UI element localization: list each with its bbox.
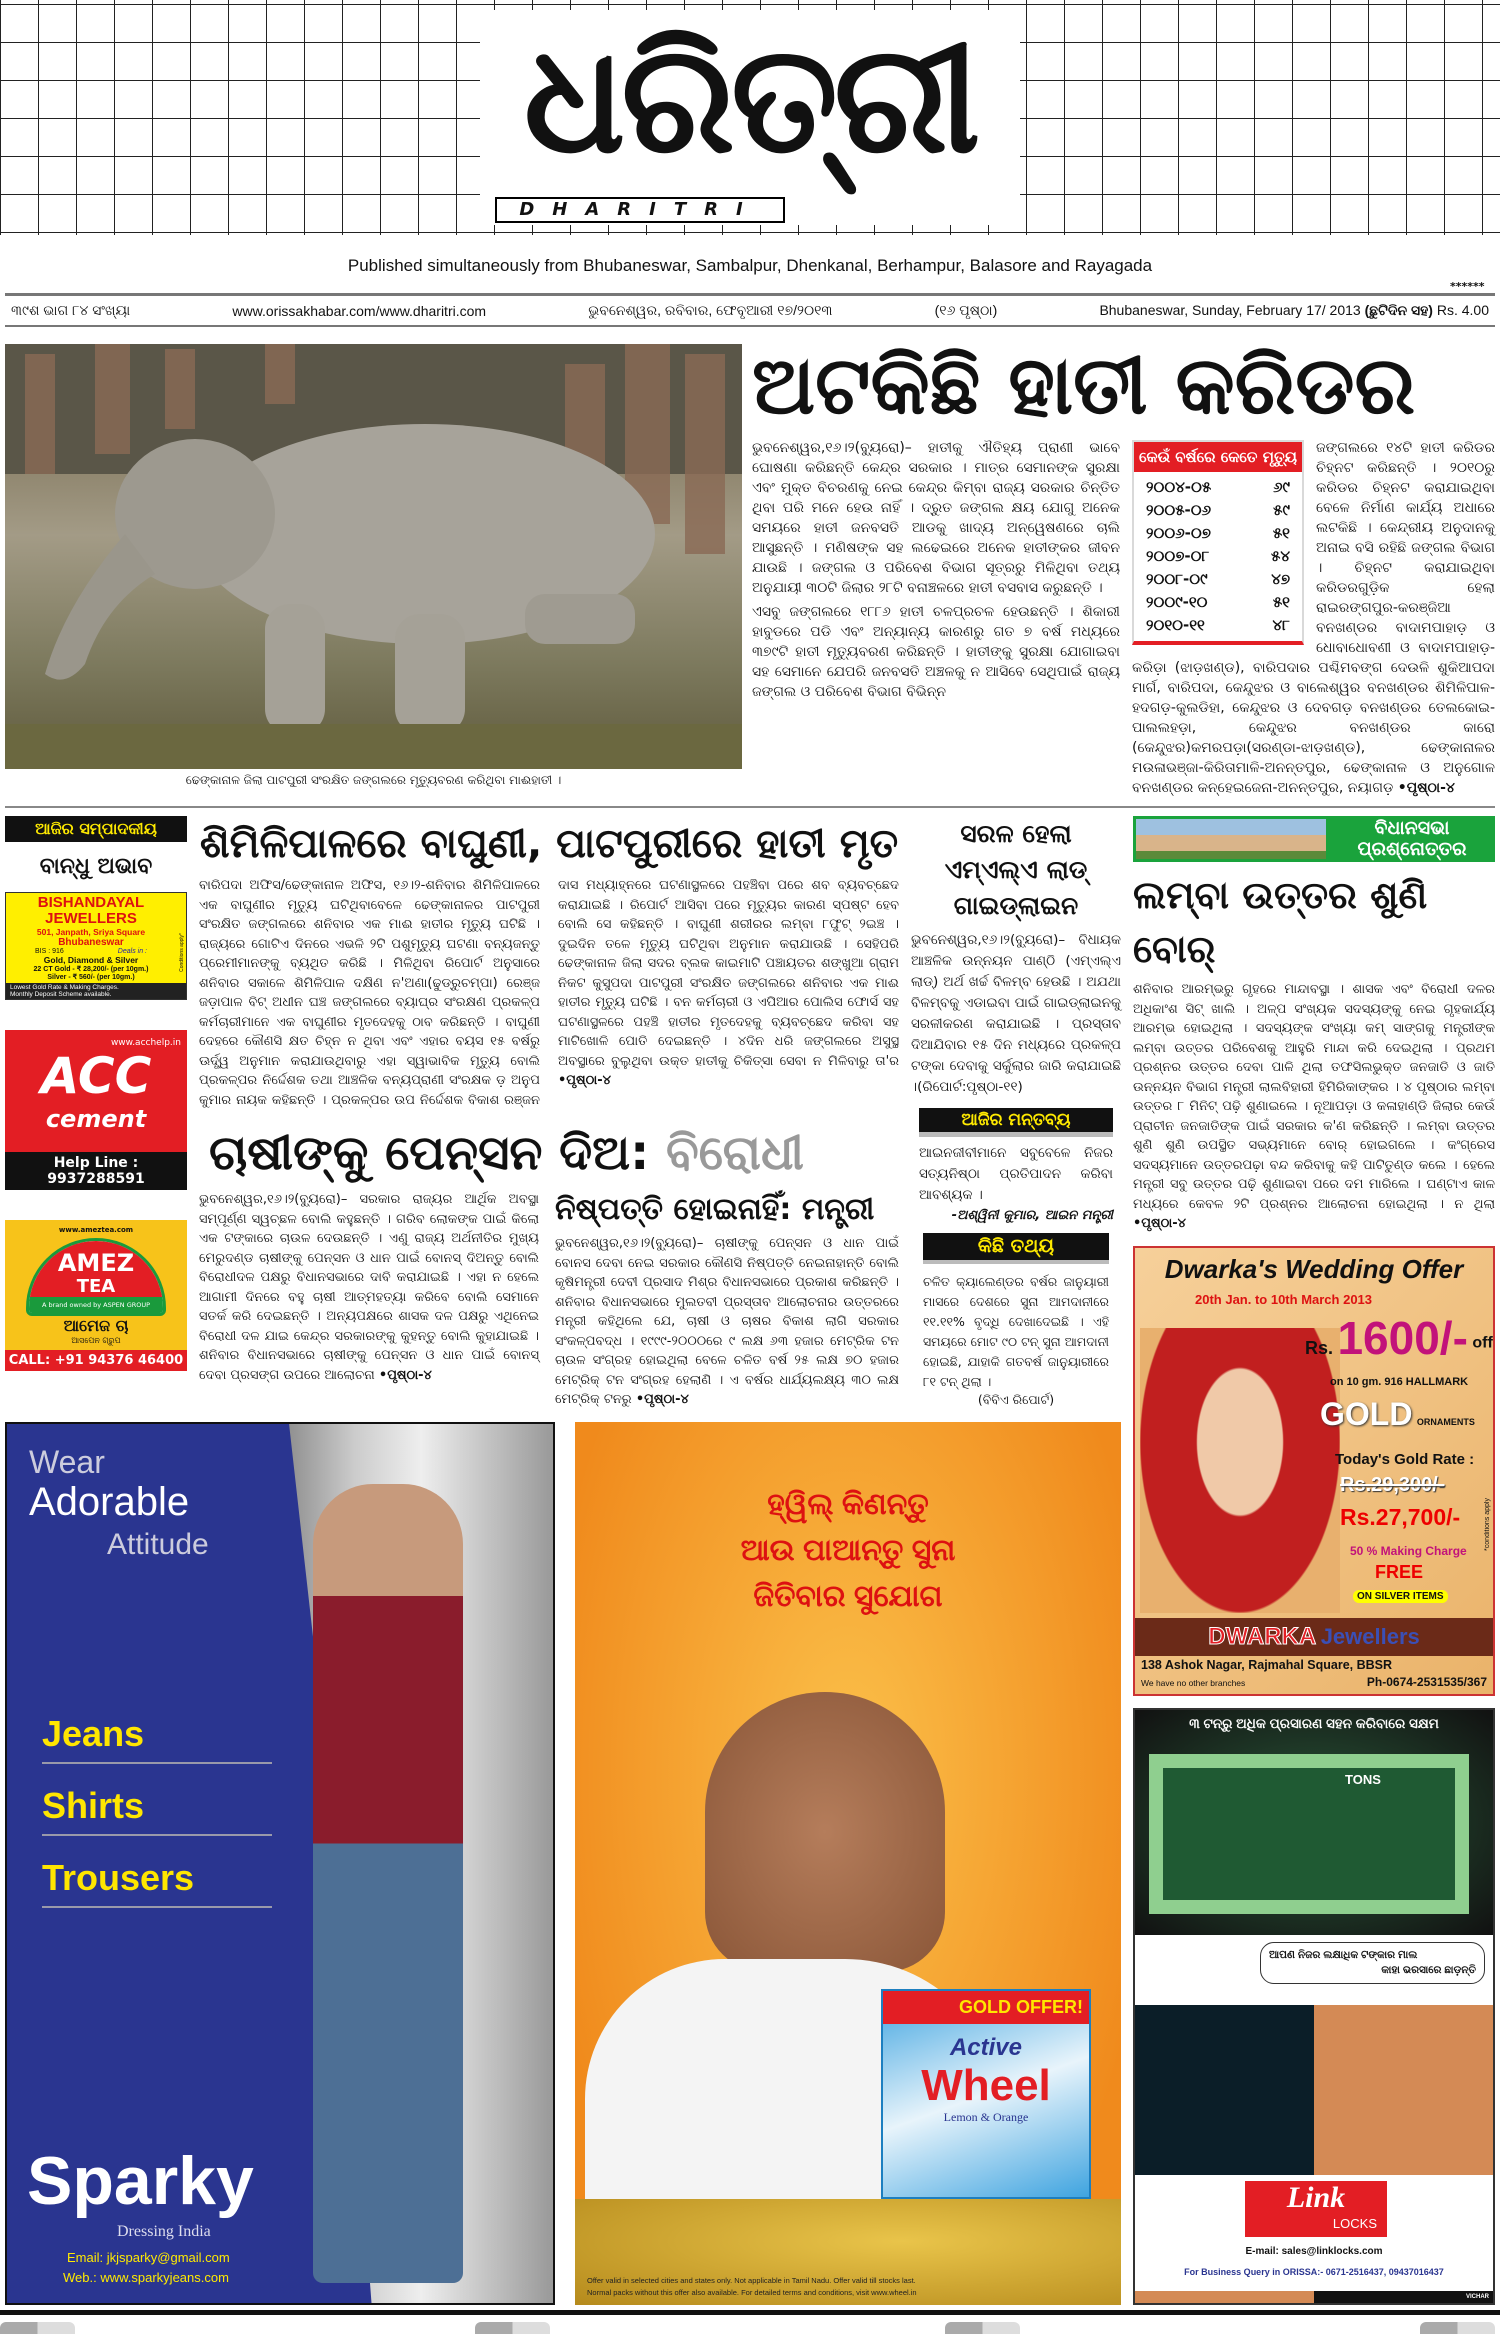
page-count: (୧୬ ପୃଷ୍ଠା) bbox=[934, 302, 998, 318]
dwarka-conditions: *conditions apply bbox=[1484, 1497, 1491, 1551]
photo-caption: ଢେଙ୍କାନାଳ ଜିଲା ପାଟପୁରୀ ସଂରକ୍ଷିତ ଜଙ୍ଗଲରେ ମୃତ୍ୟୁବରଣ କରିଥିବା ମାଈହାତୀ । bbox=[185, 773, 562, 787]
editorial-label: ଆଜିର ସମ୍ପାଦକୀୟ bbox=[5, 816, 187, 842]
bullet-1: Lowest Gold Rate & Making Charges. bbox=[10, 984, 119, 991]
story3-col2-text: ଭୁବନେଶ୍ୱର,୧୬।୨(ବ୍ୟୁରୋ)– ଚାଷୀଙ୍କୁ ପେନ୍‌ସନ ଓ ଧାନ ପାଇଁ ବୋନସ ଦେବା ନେଇ ସରକାର କୌଣସି ନିଷ୍ପତ୍ତି ନେଇନାହାନ୍ତି ବୋଲି କୃଷିମନ୍ତ୍ରୀ ଦେବୀ ପ୍ରସାଦ ମିଶ୍ର ବିଧାନସଭାରେ ପ୍ରକାଶ କରିଛନ୍ତି । ଶନିବାର ବିଧାନସଭାରେ ମୁଲତବୀ ପ୍ରସ୍ତାବ ଆଲୋଚନାର ଉତ୍ତରରେ ମନ୍ତ୍ରୀ କହିଥିଲେ ଯେ, ଚାଷୀ ଓ ଚାଷର ବିକାଶ ଲାଗି ସରକାର ସଂକଳ୍ପବଦ୍ଧ । ୧୯୯୯-୨୦୦୦ରେ ୯ ଲକ୍ଷ ୬୩ ହଜାର ମେଟ୍ରିକ ଟନ ଚାଉଳ ସଂଗ୍ରହ ହୋଇଥିଲା ବେଳେ ଚଳିତ ବର୍ଷ ୨୫ ଲକ୍ଷ ୭୦ ହଜାର ମେଟ୍ରିକ୍ ଟନ ସଂଗ୍ରହ ହେଲାଣି । ଏ ବର୍ଷର ଧାର୍ଯ୍ୟଲକ୍ଷ୍ୟ ୩୦ ଲକ୍ଷ ମେଟ୍ରିକ୍ ଟନରୁ bbox=[555, 1236, 899, 1407]
lead-col3b-text: ତେଲକୋଇ-ପାଲଲହଡ଼ା, କେନ୍ଦୁଝର ବନଖଣ୍ଡର କାରୋ (କେନ୍ଦୁଝର)କମରପଡ଼ା(ସରଣ୍ଡା-ଝାଡ଼ଖଣ୍ଡ), ଢେଙ୍କାନାଳର ମଉଳାଭଞ୍ଜା-କିରିତାମାଳି-ଅନନ୍ତପୁର, ଢେଙ୍କାନାଳ ଓ ଅନୁଗୋଳ ବନଖଣ୍ଡର କନ୍ହେଇଜେନା-ଅନନ୍ତପୁର, ନୟାଗଡ଼ bbox=[1132, 700, 1495, 796]
acc-product: cement bbox=[45, 1105, 147, 1133]
bottom-rule bbox=[0, 2310, 1500, 2315]
dwarka-making: 50 % Making Charge bbox=[1350, 1543, 1467, 1558]
newspaper-logo: ଧରିତ୍ରୀ bbox=[523, 13, 977, 187]
lead-headline[interactable]: ଅଟକିଛି ହାତୀ କରିଡର bbox=[752, 339, 1416, 432]
speech-line1: ଆପଣ ନିଜର ଲକ୍ଷାଧିକ ଟଙ୍କାର ମାଲ bbox=[1269, 1948, 1418, 1961]
story2-col1: ବାରିପଦା ଅଫିସ/ଢେଙ୍କାନାଳ ଅଫିସ, ୧୬।୨-ଶନିବାର ଶିମିଳିପାଳରେ ଏକ ବାଘୁଣୀର ମୃତ୍ୟୁ ଘଟିଥିବାବେଳେ ଢେଙ୍କାନାଳର ପାଟପୁରୀ ସଂରକ୍ଷିତ ଜଙ୍ଗଲରେ ଶନିବାର ଏକ ମାଈ ହାତୀର ମୃତ୍ୟୁ ଘଟିଛି । ରାଜ୍ୟରେ ଗୋଟିଏ ଦିନରେ ଏଭଳି ୨ଟି ପଶୁମୃତ୍ୟୁ ଘଟଣା ବନ୍ୟଜନ୍ତୁ ପ୍ରେମୀମାନଙ୍କୁ ବ୍ୟଥିତ କରିଛି । ମିଳିଥିବା ରିପୋର୍ଟ ଅନୁସାରେ ଶନିବାର ସକାଳେ ଶିମିଳିପାଳ ଦକ୍ଷିଣ ନ'ଅଣା(ଢୁଡ୍ରୁଚମ୍ପା) ରେଞ୍ଜ ଜଡ଼ାପାଳ ବିଟ୍ ଅଧୀନ ଘଞ୍ଚ ଜଙ୍ଗଲରେ ବ୍ୟାଘ୍ର ସଂରକ୍ଷଣ ପ୍ରକଳ୍ପ କର୍ମଚାରୀମାନେ ଏକ ବାଘୁଣୀର ମୃତଦେହକୁ ଠାବ କରିଛନ୍ତି । ବାଘୁଣୀ ଦେହରେ କୌଣସି କ୍ଷତ ଚିହ୍ନ ନ ଥିବା ଏବଂ ଏହାର ବୟସ ୧୫ ବର୍ଷରୁ ଊର୍ଦ୍ଧ୍ୱ ଅନୁମାନ କରାଯାଉଥିବାରୁ ଏହା ସ୍ୱାଭାବିକ ମୃତ୍ୟୁ ବୋଲି ପ୍ରକଳ୍ପର ନିର୍ଦ୍ଦେଶକ ତଥା ଆଞ୍ଚଳିକ ବନ୍ୟପ୍ରାଣୀ ସଂରକ୍ଷକ ଡ଼ ଅନୁପ କୁମାର ନାୟକ bbox=[199, 878, 540, 1108]
model-photo bbox=[313, 1484, 463, 2284]
gold-rate: 22 CT Gold - ₹ 28,200/- (per 10gm.) bbox=[33, 966, 149, 973]
link-locks: LOCKS bbox=[1332, 2216, 1377, 2231]
page-tab-marker bbox=[0, 2322, 75, 2334]
padlock-image bbox=[1135, 2005, 1314, 2176]
page-tab-marker bbox=[945, 2322, 1020, 2334]
assembly-page-ref[interactable]: •ପୃଷ୍ଠା-୪ bbox=[1133, 1216, 1186, 1231]
deaths-table-row bbox=[1134, 568, 1302, 591]
lead-section bbox=[5, 338, 1495, 798]
lead-page-ref[interactable]: •ପୃଷ୍ଠା-୪ bbox=[1397, 780, 1455, 796]
sparky-web[interactable]: Web.: www.sparkyjeans.com bbox=[63, 2270, 229, 2285]
sparky-product-item: Jeans bbox=[42, 1714, 272, 1764]
assembly-body bbox=[1133, 980, 1495, 1234]
bishandayal-address: 501, Janpath, Sriya Square bbox=[36, 927, 146, 937]
deaths-table-row bbox=[1134, 545, 1302, 568]
wheel-headline-line: ଜିତିବାର ସୁଯୋଗ bbox=[753, 1579, 943, 1613]
lead-col1: ଭୁବନେଶ୍ୱର,୧୬।୨(ବ୍ୟୁରୋ)– ହାତୀକୁ ଐତିହ୍ୟ ପ୍ରାଣୀ ଭାବେ ଘୋଷଣା କରିଛନ୍ତି କେନ୍ଦ୍ର ସରକାର । ମାତ୍ର ସେମାନଙ୍କ ସୁରକ୍ଷା ଏବଂ ମୁକ୍ତ ବିଚରଣକୁ ନେଇ କେନ୍ଦ୍ର କିମ୍ବା ରାଜ୍ୟ ସରକାର ଚିନ୍ତିତ ଥିବା ପରି ମନେ ହେଉ ନାହିଁ । ଦ୍ରୁତ ଜଙ୍ଗଲ କ୍ଷୟ ଯୋଗୁ ଅନେକ ସମୟରେ ହାତୀ ଜନବସତି ଆଡକୁ ଖାଦ୍ୟ ଅନ୍ୱେଷଣରେ ଚାଲି ଆସୁଛନ୍ତି । ମଣିଷଙ୍କ ସହ ଲଢେଇରେ ଅନେକ ହାତୀଙ୍କର ଜୀବନ ଯାଉଛି । ଜଙ୍ଗଲ ଓ ପରିବେଶ ବିଭାଗ ସୂତ୍ରରୁ ମିଳିଥିବା ତଥ୍ୟ ଅନୁଯାୟୀ ୩୦ଟି ଜିଲାର ୨୮ଟି ବନାଞ୍ଚଳରେ ହାତୀ ବସବାସ କରୁଛନ୍ତି । bbox=[752, 440, 1120, 596]
lead-col3: ଜଙ୍ଗଲରେ ୧୪ଟି ହାତୀ କରିଡର ଚିହ୍ନଟ କରିଛନ୍ତି । ୨୦୧୦ରୁ କରିଡର ଚିହ୍ନଟ କରାଯାଇଥିବା ବେଳେ ନିର୍ମାଣ କାର୍ଯ୍ୟ ଅଧାରେ ଲଟକିଛି । କେନ୍ଦ୍ରୀୟ ଅନୁଦାନକୁ ଅନାଇ ବସି ରହିଛି ଜଙ୍ଗଲ ବିଭାଗ । ଚିହ୍ନଟ କରାଯାଇଥିବା କରିଡରଗୁଡ଼ିକ ହେଲା ରାଇରଙ୍ଗପୁର-କରଞ୍ଜିଆ ବନଖଣ୍ଡର ବାଦାମପାହାଡ଼ ଓ ଧୋବାଧୋବଣୀ ଓ ବାଦାମପାହାଡ଼-କରିଡ଼ା (ଝାଡ଼ଖଣ୍ଡ), ବାରିପଦାର ପଶ୍ଚିମବଙ୍ଗ ଦେଉଳି ଶୁକିଆପଦା ମାର୍ଗ, ବାରିପଦା, କେନ୍ଦୁଝର ଓ ବାଲେଶ୍ୱର ବନଖଣ୍ଡର ଶିମିଳିପାଳ- ହଦଗଡ଼-କୁଲଡିହା, କେନ୍ଦୁଝର ଓ ଦେବଗଡ଼ ବନଖଣ୍ଡର bbox=[1132, 440, 1495, 716]
speech-bubble bbox=[1260, 1942, 1485, 1984]
wheel-variant: Lemon & Orange bbox=[943, 2110, 1029, 2124]
website-link[interactable]: www.orissakhabar.com/www.dharitri.com bbox=[232, 302, 487, 319]
sparky-product-item: Shirts bbox=[42, 1786, 272, 1836]
volume-number: ୩୯ଶ ଭାଗ ୮୪ ସଂଖ୍ୟା bbox=[11, 302, 131, 318]
info-bar bbox=[5, 293, 1495, 327]
story2-body bbox=[199, 876, 899, 1110]
deaths-count: ୪୮ bbox=[1272, 616, 1290, 634]
link-email[interactable]: E-mail: sales@linklocks.com bbox=[1245, 2246, 1383, 2257]
dwarka-rs: Rs. bbox=[1305, 1337, 1334, 1358]
wheel-fine-1: Offer valid in selected cities and states only. Not applicable in Tamil Nadu. Offer valid till stocks last. bbox=[587, 2276, 916, 2285]
bishandayal-ad[interactable] bbox=[5, 892, 187, 1000]
bis-mark: BIS : 916 bbox=[35, 948, 64, 955]
assembly-body-text: ଶନିବାର ଆରମ୍ଭରୁ ଗୃହରେ ମାନ୍ଦାବସ୍ଥା । ଶାସକ ଏବଂ ବିରୋଧୀ ଦଳର ଅଧିକାଂଶ ସିଟ୍ ଖାଲି । ଅଳ୍ପ ସଂଖ୍ୟକ ସଦସ୍ୟଙ୍କୁ ନେଇ ଗୃହକାର୍ଯ୍ୟ ଆରମ୍ଭ ହୋଇଥିଲା । ସଦସ୍ୟଙ୍କ ସଂଖ୍ୟା କମ୍ ସାଙ୍ଗକୁ ମନ୍ତ୍ରୀଙ୍କ ଲମ୍ବା ଉତ୍ତର ପରିବେଶକୁ ଆହୁରି ମାନ୍ଦା କରି ଦେଇଥିଲା । ପ୍ରଥମ ପ୍ରଶ୍ନର ଉତ୍ତର ଦେବା ପାଳି ଥିଲା ତଫସିଲଭୁକ୍ତ ଜନଜାତି ଓ ଜାତି ଉନ୍ନୟନ ବିଭାଗ ମନ୍ତ୍ରୀ ଲାଲବିହାରୀ ହିମିରିକାଙ୍କର । ୪ ପୃଷ୍ଠାର ଲମ୍ବା ଉତ୍ତର ୮ ମିନିଟ୍ ପଢ଼ି ଶୁଣାଇଲେ । ନୂଆପଡ଼ା ଓ କଳାହାଣ୍ଡି ଜିଲାର କେଉଁ ପ୍ରାଚୀନ ଜନଜାତିଙ୍କ ପାଇଁ ସରକାର କ'ଣ କରିଛନ୍ତି । ଲମ୍ବା ଉତ୍ତର ଶୁଣି ଶୁଣି ଉପସ୍ଥିତ ସଭ୍ୟମାନେ ବୋର୍ ହୋଇଗଲେ । କଂଗ୍ରେସ ସଦସ୍ୟମାନେ ଉତ୍ତରପଢ଼ା ବନ୍ଦ କରିବାକୁ କହି ପାଟିତୁଣ୍ଡ କଲେ । ହେଲେ ମନ୍ତ୍ରୀ ସବୁ ଉତ୍ତର ପଢ଼ି ଶୁଣାଇବା ପରେ ଦମ ମାରିଲେ । ଘଣ୍ଟାଏ କାଳ ମଧ୍ୟରେ କେବଳ ୨ଟି ପ୍ରଶ୍ନର ଆଲୋଚନା ହୋଇଥିଲା । ନ ଥିଲା bbox=[1133, 982, 1495, 1212]
acc-helpline: Help Line : 9937288591 bbox=[5, 1152, 187, 1190]
dwarka-free: FREE bbox=[1375, 1561, 1424, 1582]
deaths-year: ୨୦୦୯-୧୦ bbox=[1146, 593, 1208, 611]
dwarka-brand: DWARKA bbox=[1208, 1622, 1317, 1650]
wheel-brand2: Wheel bbox=[921, 2061, 1051, 2110]
acc-cement-ad[interactable] bbox=[5, 1030, 187, 1190]
supplement-note: (ଛୁଟିଦିନ ସହ) bbox=[1364, 302, 1433, 318]
amez-tea-ad[interactable] bbox=[5, 1220, 187, 1371]
conditions: Conditions apply* bbox=[179, 933, 185, 972]
dwarka-hallmark: on 10 gm. 916 HALLMARK bbox=[1330, 1375, 1469, 1388]
dwarka-dates: 20th Jan. to 10th March 2013 bbox=[1195, 1291, 1373, 1307]
speech-line2: କାହା ଭରସାରେ ଛାଡ଼ନ୍ତି bbox=[1381, 1963, 1476, 1976]
strength-test-image bbox=[1135, 1710, 1493, 1935]
link-query: For Business Query in ORISSA:- 0671-2516437, 09437016437 bbox=[1184, 2267, 1444, 2277]
deaths-year: ୨୦୦୭-୦୮ bbox=[1146, 547, 1210, 565]
sparky-email[interactable]: Email: jkjsparky@gmail.com bbox=[67, 2250, 230, 2265]
dwarka-gold: GOLD bbox=[1320, 1395, 1413, 1432]
dwarka-rate-label: Today's Gold Rate : bbox=[1335, 1450, 1475, 1468]
wheel-headline-line: ଆଉ ପାଆନ୍ତୁ ସୁନା bbox=[740, 1533, 956, 1567]
bishandayal-name1: BISHANDAYAL bbox=[37, 894, 145, 911]
deaths-table-row bbox=[1134, 522, 1302, 545]
sparky-product-item: Trousers bbox=[42, 1858, 272, 1908]
date-english: Bhubaneswar, Sunday, February 17/ 2013 bbox=[1099, 302, 1361, 318]
story3-col1-text: ଭୁବନେଶ୍ୱର,୧୬।୨(ବ୍ୟୁରୋ)– ସରକାର ରାଜ୍ୟର ଆର୍ଥିକ ଅବସ୍ଥା ସମ୍ପୂର୍ଣ୍ଣ ସ୍ୱଚ୍ଛଳ ବୋଲି କହୁଛନ୍ତି । ଗରିବ ଲୋକଙ୍କ ପାଇଁ କିଲୋ ଏକ ଟଙ୍କାରେ ଚାଉଳ ଦେଉଛନ୍ତି । ଏଣୁ ରାଜ୍ୟ ଅର୍ଥନୀତିର ମୁଖ୍ୟ ମେରୁଦଣ୍ଡ ଚାଷୀଙ୍କୁ ପେନ୍‌ସନ ଓ ଧାନ ପାଇଁ ବୋନସ୍ ଦିଅନ୍ତୁ ବୋଲି ବିରୋଧୀଦଳ ପକ୍ଷରୁ ବିଧାନସଭାରେ ଦାବି କରାଯାଇଛି । ଏହା ନ ହେଲେ ଆଗାମୀ ଦିନରେ ବହୁ ଚାଷୀ ଆତ୍ମହତ୍ୟା କରିବେ ବୋଲି ସେମାନେ ସତର୍କ କରି ଦେଇଛନ୍ତି । ଅନ୍ୟପକ୍ଷରେ ଶାସକ ଦଳ ପକ୍ଷରୁ ଏଥିନେଇ ବିରୋଧୀ ଦଳ ଯାଇ କେନ୍ଦ୍ର ସରକାରଙ୍କୁ କୁହନ୍ତୁ ବୋଲି କୁହାଯାଇଛି । ଶନିବାର ବିଧାନସଭାରେ ଚାଷୀଙ୍କୁ ପେନ୍‌ସନ ଓ ଧାନ ପାଇଁ ବୋନସ୍ ଦେବା ପ୍ରସଙ୍ଗ ଉପରେ ଆଲୋଚନା bbox=[199, 1192, 539, 1383]
story3-col1 bbox=[199, 1190, 539, 1410]
story3-page-ref-1[interactable]: •ପୃଷ୍ଠା-୪ bbox=[378, 1367, 432, 1383]
divider bbox=[5, 806, 1495, 808]
story3-headline-accent: ବିରୋଧୀ bbox=[666, 1125, 804, 1181]
comment-label: ଆଜିର ମନ୍ତବ୍ୟ bbox=[919, 1108, 1113, 1137]
celebrity-photo bbox=[705, 1692, 945, 1972]
wheel-pack bbox=[881, 1989, 1091, 2199]
assembly-building-image bbox=[1136, 819, 1326, 859]
facts-label: କିଛି ତଥ୍ୟ bbox=[923, 1233, 1109, 1264]
facts-body: ଚଳିତ କ୍ୟାଲେଣ୍ଡର ବର୍ଷର ଜାନୁୟାରୀ ମାସରେ ଦେଶରେ ସୁନା ଆମଦାନୀରେ ୧୧.୧୧% ବୃଦ୍ଧି ଦେଖାଦେଇଛି । ଏହି ସମୟରେ ମୋଟ ୯୦ ଟନ୍ ସୁନା ଆମଦାନୀ ହୋଇଛି, ଯାହାକି ଗତବର୍ଷ ଜାନୁୟାରୀରେ ୮୧ ଟନ୍ ଥିଲା । bbox=[923, 1274, 1109, 1389]
deaths-count: ୬୯ bbox=[1273, 478, 1290, 496]
sparky-logo: Sparky bbox=[27, 2143, 254, 2219]
wheel-gold-offer: GOLD OFFER! bbox=[883, 1991, 1089, 2024]
page-tab-marker bbox=[475, 2322, 550, 2334]
lead-col1b: ଏସବୁ ଜଙ୍ଗଲରେ ୧୮୮୬ ହାତୀ ଚଳପ୍ରଚଳ ହେଉଛନ୍ତି । ଶିକାରୀ ହାବୁଡରେ ପଡି ଏବଂ ଅନ୍ୟାନ୍ୟ କାରଣରୁ ଗତ ୭ ବର୍ଷ ମଧ୍ୟରେ ୩୭୯ଟି ହାତୀ ମୃତ୍ୟୁବରଣ କରିଛନ୍ତି । ହାତୀଙ୍କୁ ସୁରକ୍ଷା ଯୋଗାଇବା ସହ ସେମାନେ ଯେପରି ଜନବସତି ଅଞ୍ଚଳକୁ ନ ଆସିବେ ସେଥିପାଇଁ ରାଜ୍ୟ ଜଙ୍ଗଲ ଓ ପରିବେଶ ବିଭାଗ ବିଭିନ୍ନ bbox=[752, 604, 1120, 700]
sparky-line2: Adorable bbox=[29, 1479, 190, 1524]
date-odia: ଭୁବନେଶ୍ୱର, ରବିବାର, ଫେବୃଆରୀ ୧୭/୨୦୧୩ bbox=[588, 302, 833, 318]
story2-headline[interactable]: ଶିମିଳିପାଳରେ ବାଘୁଣୀ, ପାଟପୁରୀରେ ହାତୀ ମୃତ bbox=[199, 821, 899, 867]
amez-product: TEA bbox=[29, 1277, 163, 1297]
elephant-photo bbox=[5, 344, 742, 769]
story3-page-ref-2[interactable]: •ପୃଷ୍ଠା-୪ bbox=[635, 1392, 689, 1407]
deaths-year: ୨୦୦୬-୦୭ bbox=[1146, 524, 1211, 542]
deaths-table-row bbox=[1134, 476, 1302, 499]
deaths-count: ୫୯ bbox=[1273, 501, 1290, 519]
wheel-headline-line: ହ୍ୱିଲ୍ କିଣନ୍ତୁ bbox=[767, 1487, 929, 1521]
link-brand: Link bbox=[1286, 2181, 1346, 2214]
deaths-year: ୨୦୦୫-୦୬ bbox=[1146, 501, 1212, 519]
deaths-table bbox=[1132, 440, 1304, 645]
story3-subheadline[interactable]: ନିଷ୍ପତ୍ତି ହୋଇନାହିଁ: ମନ୍ତ୍ରୀ bbox=[555, 1192, 875, 1227]
amez-odia-sub: ଆସପେନ ଗ୍ରୁପ bbox=[71, 1336, 121, 1345]
story3-col2 bbox=[555, 1234, 899, 1410]
page-body bbox=[5, 338, 1495, 2305]
deaths-year: ୨୦୧୦-୧୧ bbox=[1146, 616, 1205, 634]
assembly-headline[interactable]: ଲମ୍ବା ଉତ୍ତର ଶୁଣି ବୋର୍ bbox=[1133, 873, 1428, 971]
dwarka-amount: 1600/- bbox=[1337, 1311, 1468, 1364]
deaths-count: ୫୧ bbox=[1272, 524, 1290, 542]
active-wheel-ad[interactable] bbox=[575, 1422, 1121, 2306]
wheel-fine-2: Normal packs without this offer also available. For detailed terms and conditions, visit www.wheel.in bbox=[587, 2288, 917, 2297]
facts-source: (ବିବିଏ ରିପୋର୍ଟ) bbox=[977, 1392, 1055, 1407]
bullet-2: Monthly Deposit Scheme available. bbox=[10, 991, 112, 998]
deaths-table-row bbox=[1134, 499, 1302, 522]
story2-page-ref[interactable]: •ପୃଷ୍ଠା-୪ bbox=[558, 1073, 611, 1088]
comment-quote: ଆଇନଜୀବୀମାନେ ସବୁବେଳେ ନିଜର ସତ୍ୟନିଷ୍ଠା ପ୍ରତିପାଦନ କରିବା ଆବଶ୍ୟକ । bbox=[919, 1145, 1113, 1203]
deaths-table-row bbox=[1134, 614, 1302, 637]
lead-col3-wrap bbox=[1132, 438, 1495, 798]
link-headline: ୩ ଟନ୍‌ରୁ ଅଧିକ ପ୍ରସାରଣ ସହନ କରିବାରେ ସକ୍ଷମ bbox=[1189, 1715, 1439, 1731]
editorial-title[interactable]: ବାନ୍ଧୁ ଅଭାବ bbox=[39, 854, 153, 879]
link-locks-ad[interactable] bbox=[1133, 1708, 1495, 2306]
deaths-year: ୨୦୦୪-୦୫ bbox=[1146, 478, 1212, 496]
ad-agency-credit: VICHAR bbox=[1465, 2294, 1489, 2300]
sparky-line3: Attitude bbox=[107, 1527, 209, 1561]
dwarka-off: off bbox=[1472, 1334, 1493, 1352]
deaths-count: ୫୪ bbox=[1271, 547, 1290, 565]
deaths-count: ୪୭ bbox=[1271, 570, 1290, 588]
story3-headline-main: ଚାଷୀଙ୍କୁ ପେନ୍‌ସନ ଦିଅ: bbox=[209, 1125, 650, 1181]
deals-label: Deals in : bbox=[117, 948, 147, 955]
wheel-brand1: Active bbox=[949, 2034, 1023, 2061]
silver-rate: Silver - ₹ 560/- (per 10gm.) bbox=[47, 974, 135, 981]
assembly-banner bbox=[1133, 816, 1495, 862]
assembly-banner-line1: ବିଧାନସଭା bbox=[1374, 817, 1450, 839]
dwarka-phone: Ph-0674-2531535/367 bbox=[1366, 1674, 1487, 1689]
amez-owner: A brand owned by ASPEN GROUP bbox=[29, 1297, 163, 1313]
story3-headline[interactable] bbox=[199, 1120, 899, 1186]
deaths-count: ୫୧ bbox=[1272, 593, 1290, 611]
comment-author: -ଅଶ୍ୱିନୀ କୁମାର, ଆଇନ ମନ୍ତ୍ରୀ bbox=[951, 1208, 1113, 1223]
brand-ambassador-photo bbox=[1314, 2005, 1493, 2176]
price: Rs. 4.00 bbox=[1436, 302, 1489, 318]
assembly-banner-line2: ପ୍ରଶ୍ନୋତ୍ତର bbox=[1357, 838, 1467, 860]
story2-col2: କହିଛନ୍ତି । ପ୍ରକଳ୍ପର ଉପ ନିର୍ଦ୍ଦେଶକ ବିକାଶ ରଞ୍ଜନ ଦାସ ମଧ୍ୟାହ୍ନରେ ଘଟଣାସ୍ଥଳରେ ପହଞ୍ଚିବା ପରେ ଶବ ବ୍ୟବଚ୍ଛେଦ କରାଯାଇଛି । ରିପୋର୍ଟ ଆସିବା ପରେ ମୃତ୍ୟୁର କାରଣ ସ୍ପଷ୍ଟ ହେବ ବୋଲି ସେ କହିଛନ୍ତି । ବାଘୁଣୀ ଶରୀରର ଲମ୍ବା ୮ଫୁଟ୍ ୨ଇଞ୍ଚ । ଦୁଇଦିନ ତଳେ ମୃତ୍ୟୁ ଘଟିଥିବା ଅନୁମାନ କରାଯାଉଛି । ସେହିପରି ଢେଙ୍କାନାଳ ଜିଲା ସଦର ବ୍ଲକ କାଇମାଟି ପଞ୍ଚାୟତର ଶଙ୍ଖୁଆ ଗ୍ରାମ ନିକଟ କୁସୁପଦା ପାଟପୁରୀ ସଂରକ୍ଷିତ ଜଙ୍ଗଲରେ ଶନିବାର ଏକ ମାଈ ହାତୀର ମୃତ୍ୟୁ ଘଟିଛି । ବନ କର୍ମଚାରୀ ଓ ଏପିଆର ପୋଲିସ ଫୋର୍ସ ସହ ଘଟଣାସ୍ଥଳରେ ପହଞ୍ଚି ହାତୀର ମୃତଦେହକୁ ବ୍ୟବଚ୍ଛେଦ କରିବା ସହ ମାଟିଖୋଳି ପୋତି ଦେଇଛନ୍ତି । ୪ଦିନ ଧରି ଜଙ୍ଗଲରେ ଅସୁସ୍ଥ ଅବସ୍ଥାରେ ବୁଲୁଥିବା ଉକ୍ତ ହାତୀକୁ ଚିକିତ୍ସା ସେବା ନ ମିଳିବାରୁ ତା'ର bbox=[271, 878, 899, 1108]
tons-label: TONS bbox=[1345, 1771, 1381, 1787]
story4-headline[interactable]: ସରଳ ହେଲା ଏମ୍‌ଏଲ୍‌ଏ ଲାଡ୍ ଗାଇଡ୍‌ଲାଇନ bbox=[944, 819, 1088, 920]
dwarka-silver: ON SILVER ITEMS bbox=[1353, 1590, 1448, 1603]
sparky-ad[interactable] bbox=[5, 1422, 555, 2306]
dwarka-title: Dwarka's Wedding Offer bbox=[1164, 1253, 1464, 1284]
dwarka-address: 138 Ashok Nagar, Rajmahal Square, BBSR bbox=[1141, 1657, 1393, 1672]
dwarka-branches: We have no other branches bbox=[1141, 1677, 1246, 1688]
bishandayal-name2: JEWELLERS bbox=[45, 910, 137, 927]
elephant-illustration bbox=[5, 344, 742, 769]
published-line: Published simultaneously from Bhubaneswar, Sambalpur, Dhenkanal, Berhampur, Balasore and Rayagada bbox=[347, 256, 1153, 275]
dwarka-jewellers-ad[interactable] bbox=[1133, 1246, 1495, 1696]
sparky-tagline: Dressing India bbox=[117, 2223, 211, 2240]
lower-section bbox=[5, 816, 1495, 2305]
dwarka-new-rate: Rs.27,700/- bbox=[1340, 1503, 1461, 1530]
amez-brand: AMEZ bbox=[29, 1241, 163, 1277]
acc-logo: ACC bbox=[40, 1047, 152, 1105]
link-footer-bar bbox=[1135, 2291, 1493, 2303]
dwarka-old-rate: Rs.29,300/- bbox=[1340, 1473, 1445, 1496]
page-tab-marker bbox=[1420, 2322, 1495, 2334]
link-logo bbox=[1245, 2181, 1387, 2237]
deaths-table-row bbox=[1134, 591, 1302, 614]
sparky-line1: Wear bbox=[29, 1443, 105, 1480]
amez-call: CALL: +91 94376 46400 bbox=[5, 1350, 187, 1371]
logo-latin: DHARITRI bbox=[495, 197, 785, 223]
dwarka-brand2: Jewellers bbox=[1320, 1623, 1420, 1649]
bishandayal-city: Bhubaneswar bbox=[58, 937, 124, 948]
amez-odia: ଆମେଜ ଚା bbox=[63, 1316, 129, 1335]
dwarka-ornaments: ORNAMENTS bbox=[1416, 1416, 1475, 1427]
deaths-table-title: କେଉଁ ବର୍ଷରେ କେତେ ମୃତ୍ୟୁ bbox=[1134, 442, 1302, 472]
amez-url: www.ameztea.com bbox=[58, 1226, 134, 1234]
story4-body: ଭୁବନେଶ୍ୱର,୧୬।୨(ବ୍ୟୁରୋ)– ବିଧାୟକ ଆଞ୍ଚଳିକ ଉନ୍ନୟନ ପାଣ୍ଠି (ଏମ୍‌ଏଲ୍‌ଏ ଲାଡ୍) ଅର୍ଥ ଖର୍ଚ୍ଚ ବିଳମ୍ବ ହେଉଛି । ଅଯଥା ବିଳମ୍ବକୁ ଏଡାଇବା ପାଇଁ ଗାଇଡ୍‌ଲାଇନକୁ ସରଳୀକରଣ କରାଯାଇଛି । ପ୍ରସ୍ତାବ ଦିଆଯିବାର ୧୫ ଦିନ ମଧ୍ୟରେ ପ୍ରକଳ୍ପ ଟଙ୍କା ଦେବାକୁ ସର୍କୁଲାର ଜାରି କରାଯାଇଛି ।(ରିପୋର୍ଟ:ପୃଷ୍ଠା-୧୧) bbox=[911, 932, 1121, 1095]
edition-stars: ****** bbox=[1450, 280, 1485, 293]
deals-items: Gold, Diamond & Silver bbox=[43, 955, 139, 965]
acc-url: www.acchelp.in bbox=[110, 1038, 181, 1048]
deaths-year: ୨୦୦୮-୦୯ bbox=[1146, 570, 1208, 588]
